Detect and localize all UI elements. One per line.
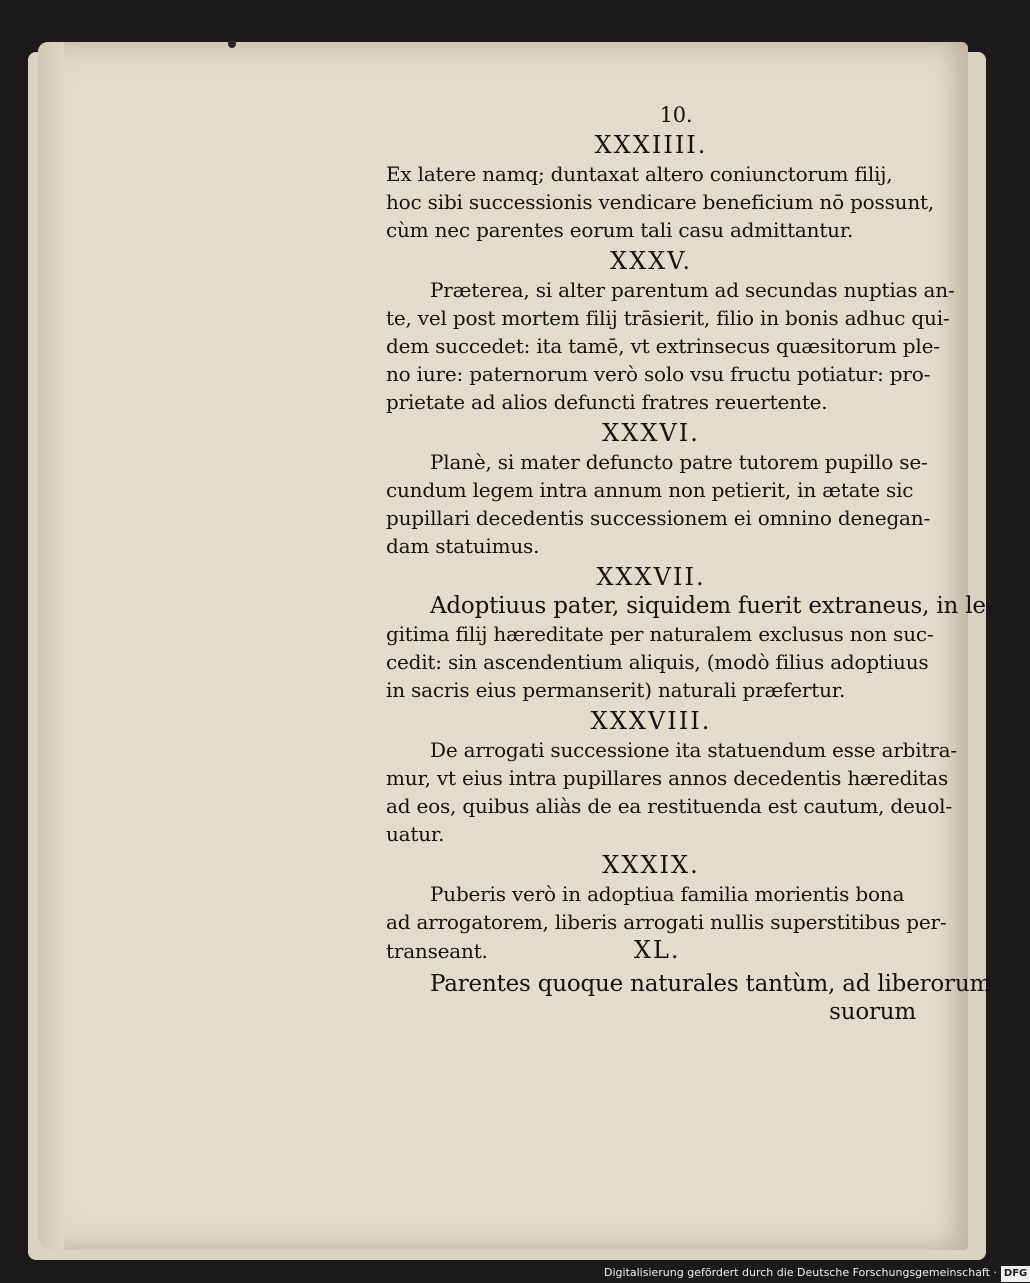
text-line: in sacris eius permanserit) naturali præfertur.	[386, 678, 846, 702]
text-line: hoc sibi successionis vendicare beneficium nō possunt,	[386, 190, 934, 214]
text-line: Ex latere namq; duntaxat altero coniunctorum filij,	[386, 162, 893, 186]
section-heading: XXXVIII.	[590, 707, 712, 735]
text-line: Parentes quoque naturales tantùm, ad liberorum	[430, 971, 992, 997]
paragraph	[386, 592, 994, 704]
paragraph	[386, 276, 955, 416]
text-line: cùm nec parentes eorum tali casu admittantur.	[386, 218, 854, 242]
text-line: uatur.	[386, 822, 445, 846]
paragraph	[386, 970, 992, 1026]
text-line: te, vel post mortem filij trāsierit, filio in bonis adhuc qui-	[386, 306, 950, 330]
section-heading: XXXVII.	[596, 563, 706, 591]
ink-spot	[228, 40, 236, 48]
text-line: cundum legem intra annum non petierit, in ætate sic	[386, 478, 914, 502]
paragraph	[386, 448, 931, 560]
text-line: dem succedet: ita tamē, vt extrinsecus quæsitorum ple-	[386, 334, 940, 358]
section-heading: XXXVI.	[602, 419, 700, 447]
text-line: ad arrogatorem, liberis arrogati nullis superstitibus per-	[386, 910, 947, 934]
catchword: suorum	[829, 999, 916, 1025]
text-line: Adoptiuus pater, siquidem fuerit extraneus, in le-	[430, 593, 994, 619]
text-line: gitima filij hæreditate per naturalem exclusus non suc-	[386, 622, 934, 646]
section-heading: XXXIIII.	[594, 131, 708, 159]
text-line: Planè, si mater defuncto patre tutorem pupillo se-	[430, 450, 928, 474]
section-heading: XXXIX.	[602, 851, 700, 879]
text-fragment: transeant.	[386, 939, 488, 963]
text-line: no iure: paternorum verò solo vsu fructu potiatur: pro-	[386, 362, 931, 386]
page-text	[386, 100, 994, 1028]
text-line: cedit: sin ascendentium aliquis, (modò filius adoptiuus	[386, 650, 929, 674]
credit-text: Digitalisierung gefördert durch die Deutsche Forschungsgemeinschaft ·	[604, 1266, 997, 1279]
text-line: prietate ad alios defuncti fratres reuertente.	[386, 390, 828, 414]
digitization-credit	[604, 1265, 1030, 1281]
text-line: Puberis verò in adoptiua familia morientis bona	[430, 882, 905, 906]
dfg-logo: DFG	[1001, 1266, 1030, 1282]
text-line: pupillari decedentis successionem ei omnino denegan-	[386, 506, 931, 530]
section-heading: XXXV.	[609, 247, 693, 275]
text-line: ad eos, quibus aliàs de ea restituenda est cautum, deuol-	[386, 794, 952, 818]
paragraph	[386, 736, 957, 848]
paragraph	[386, 160, 934, 244]
paragraph	[386, 880, 947, 964]
text-line: De arrogati successione ita statuendum esse arbitra-	[430, 738, 957, 762]
page-edge	[38, 42, 64, 1250]
text-line	[386, 936, 916, 964]
page-number: 10.	[659, 103, 693, 127]
text-line: mur, vt eius intra pupillares annos decedentis hæreditas	[386, 766, 949, 790]
text-line: Præterea, si alter parentum ad secundas nuptias an-	[430, 278, 955, 302]
section-heading: XL.	[633, 936, 681, 964]
text-line: dam statuimus.	[386, 534, 540, 558]
